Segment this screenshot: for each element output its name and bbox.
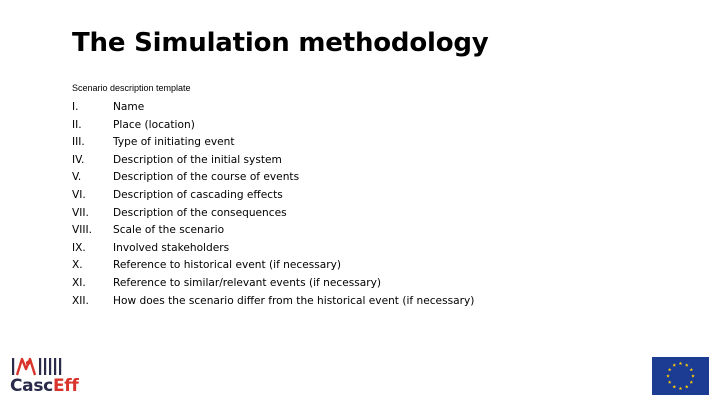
item-text: Description of cascading effects <box>113 188 283 201</box>
page-title: The Simulation methodology <box>72 28 489 58</box>
star-icon <box>690 368 694 371</box>
casceff-logo <box>10 355 96 399</box>
item-number: IV. <box>72 153 85 166</box>
item-number: VIII. <box>72 224 92 237</box>
star-icon <box>668 380 672 383</box>
star-icon <box>691 374 695 377</box>
star-icon <box>690 380 694 383</box>
item-number: II. <box>72 118 82 131</box>
star-icon <box>672 385 676 388</box>
star-icon <box>672 363 676 366</box>
star-icon <box>685 363 689 366</box>
item-number: X. <box>72 259 83 272</box>
star-icon <box>666 374 670 377</box>
star-icon <box>679 387 683 390</box>
item-number: I. <box>72 101 79 113</box>
list-item <box>72 240 474 258</box>
list-item <box>72 222 474 240</box>
item-text: Type of initiating event <box>113 136 235 149</box>
item-text: Involved stakeholders <box>113 241 230 254</box>
item-text: Description of the course of events <box>113 171 300 184</box>
list-item <box>72 117 474 135</box>
item-number: VII. <box>72 206 89 219</box>
list-item <box>72 257 474 275</box>
casceff-logo-icon <box>10 355 96 377</box>
list-item <box>72 205 474 223</box>
eu-flag-icon <box>652 357 709 395</box>
item-text: Description of the initial system <box>113 153 282 166</box>
eu-stars-icon <box>652 357 709 395</box>
star-icon <box>668 368 672 371</box>
item-text: Place (location) <box>113 118 195 131</box>
item-text: Description of the consequences <box>113 206 287 219</box>
item-text: Reference to historical event (if necessary) <box>113 259 342 272</box>
item-number: XI. <box>72 276 86 289</box>
item-number: XII. <box>72 294 89 307</box>
item-number: III. <box>72 136 85 149</box>
list-item <box>72 187 474 205</box>
list-item <box>72 275 474 293</box>
subtitle: Scenario description template <box>72 83 191 93</box>
item-text: How does the scenario differ from the historical event (if necessary) <box>113 294 475 307</box>
item-number: IX. <box>72 241 86 254</box>
list-item <box>72 169 474 187</box>
list-item <box>72 293 474 311</box>
list-item <box>72 152 474 170</box>
star-icon <box>679 362 683 365</box>
list-item <box>72 134 474 152</box>
item-number: V. <box>72 171 82 184</box>
item-text: Scale of the scenario <box>113 224 225 237</box>
template-list <box>72 99 474 310</box>
item-text: Reference to similar/relevant events (if necessary) <box>113 276 381 289</box>
logo-text: CascEff <box>10 376 79 396</box>
star-icon <box>685 385 689 388</box>
list-item <box>72 99 474 117</box>
item-number: VI. <box>72 188 86 201</box>
item-text: Name <box>113 101 145 113</box>
